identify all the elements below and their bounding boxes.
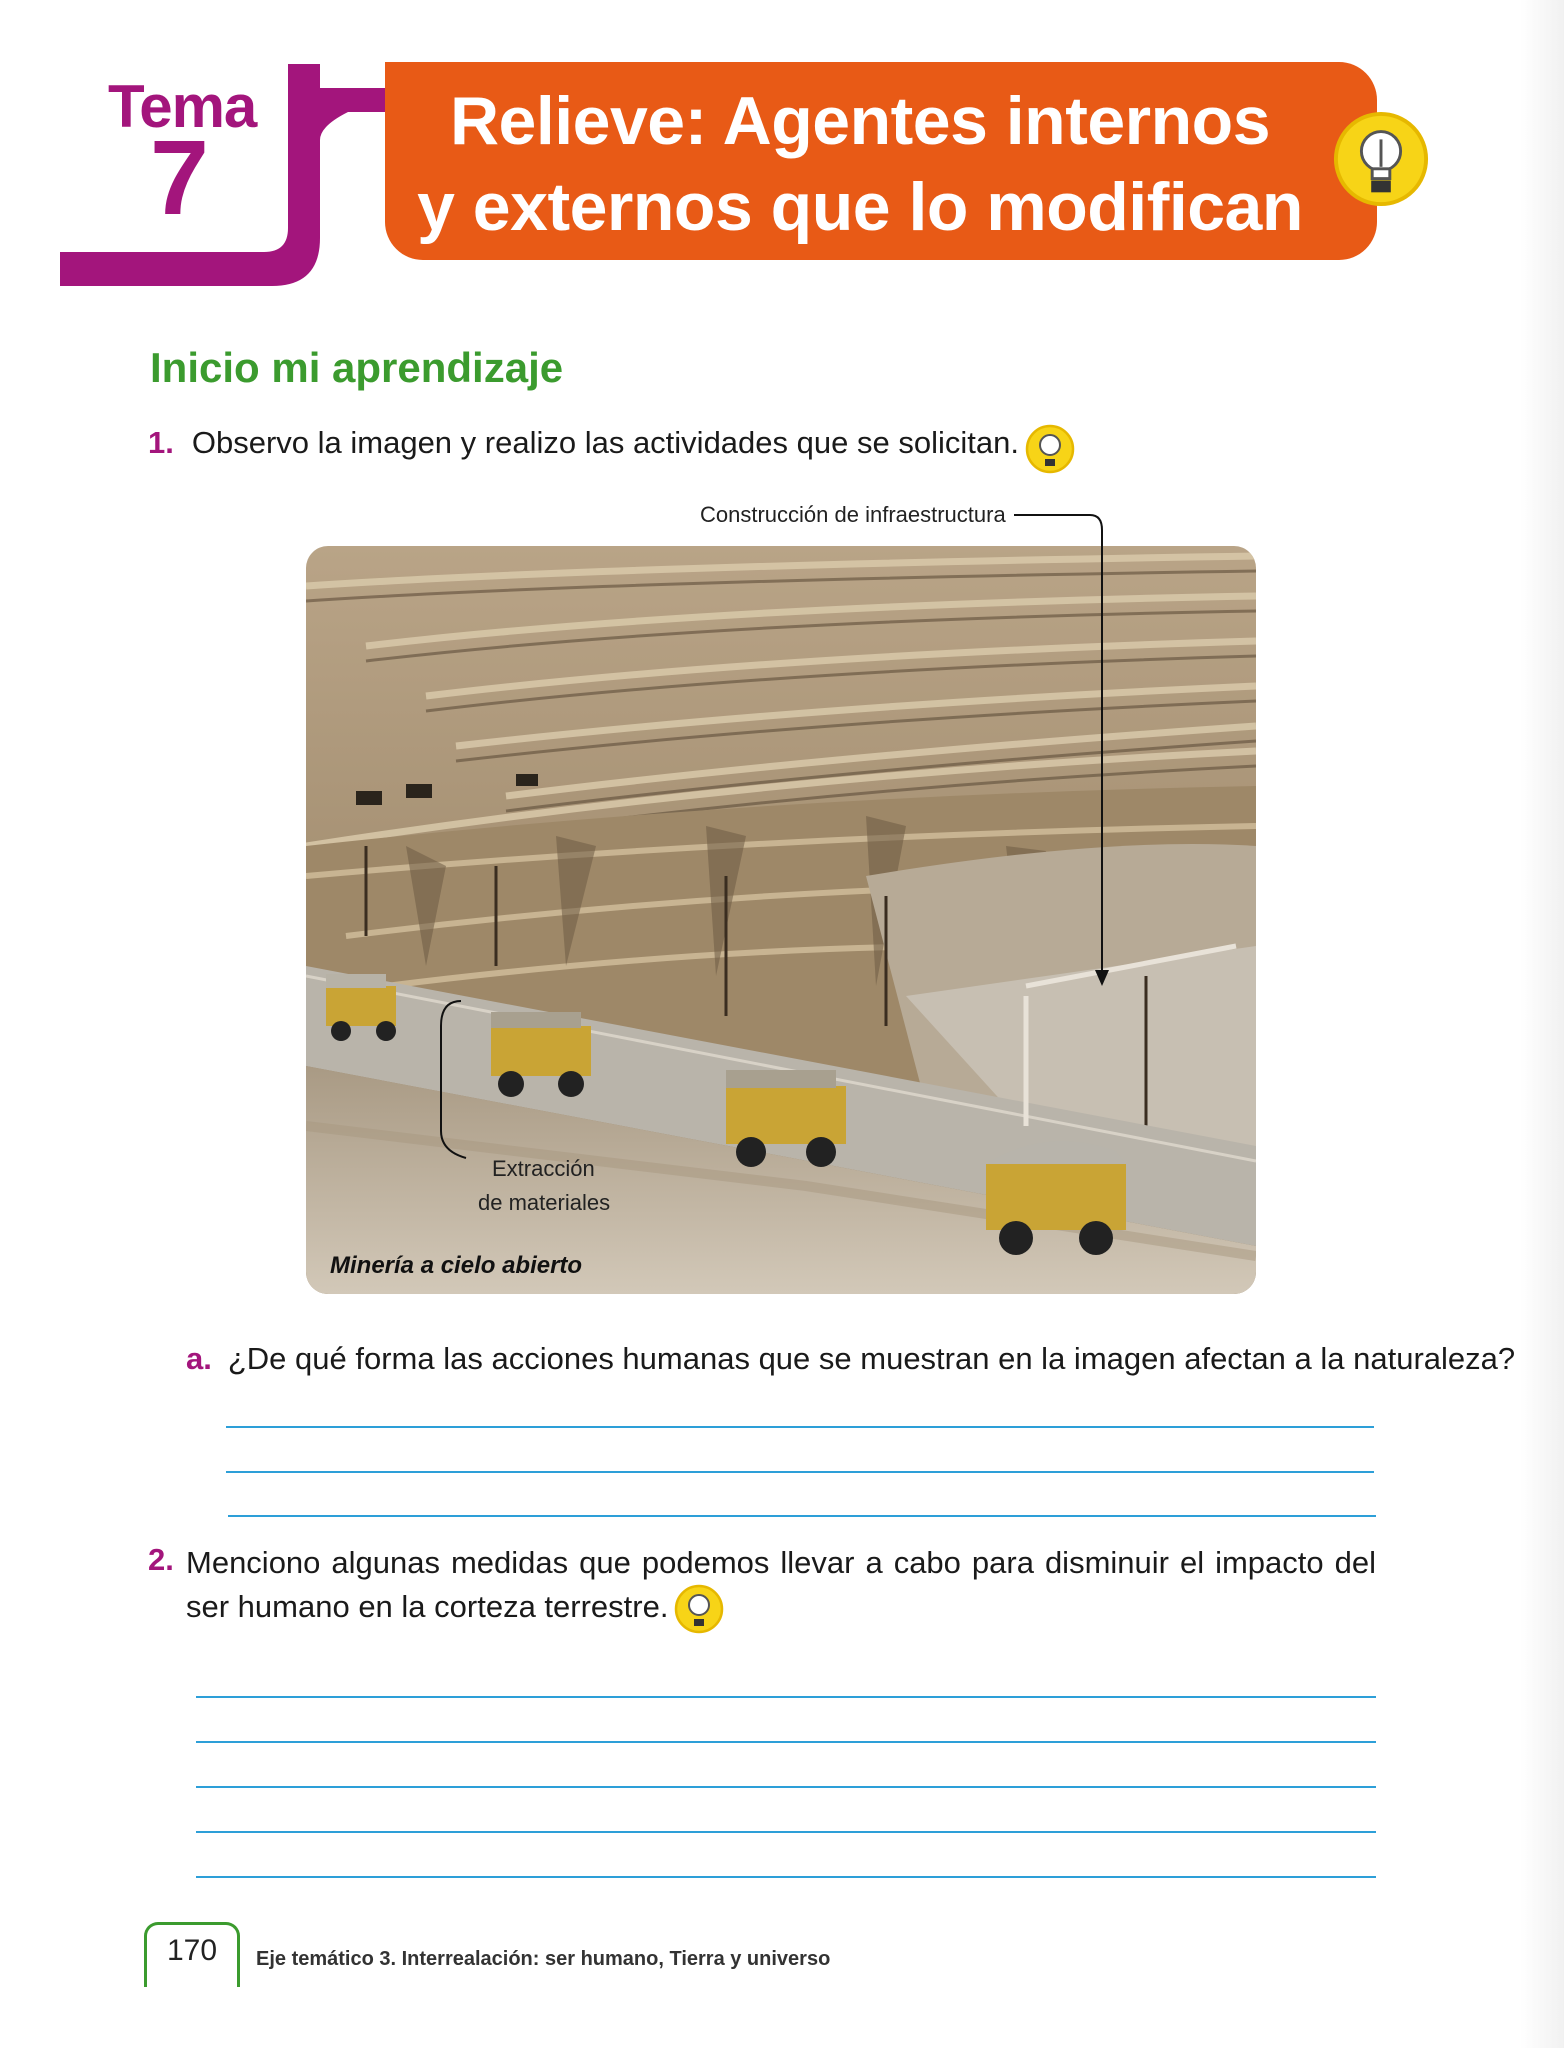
tema-number: 7 xyxy=(150,119,209,237)
label-extraction-line2: de materiales xyxy=(478,1190,611,1215)
question-1 xyxy=(148,422,1075,474)
question-1a xyxy=(186,1338,1515,1380)
question-1a-letter: a. xyxy=(186,1341,212,1376)
lightbulb-icon xyxy=(1332,110,1430,208)
question-1-number: 1. xyxy=(148,425,174,460)
answer-line[interactable] xyxy=(228,1515,1376,1517)
question-2 xyxy=(148,1542,1376,1634)
question-2-number: 2. xyxy=(148,1542,174,1577)
page-title-line1: Relieve: Agentes internos xyxy=(449,83,1271,159)
label-extraction-line1: Extracción xyxy=(492,1156,595,1181)
page-title-line2: y externos que lo modifican xyxy=(417,169,1303,245)
answer-line[interactable] xyxy=(196,1696,1376,1698)
answer-line[interactable] xyxy=(226,1471,1374,1473)
answer-line[interactable] xyxy=(196,1876,1376,1878)
question-1-text: Observo la imagen y realizo las actividades que se solicitan. xyxy=(191,425,1019,460)
page-edge xyxy=(1520,0,1564,2048)
question-2-text: Menciono algunas medidas que podemos llevar a cabo para disminuir el impacto del ser humano en la corteza terrestre. xyxy=(186,1545,1376,1625)
infrastructure-callout xyxy=(1010,500,1130,990)
answer-line[interactable] xyxy=(226,1426,1374,1428)
lightbulb-icon xyxy=(674,1584,724,1634)
lightbulb-icon xyxy=(1025,424,1075,474)
page-number: 170 xyxy=(166,1934,218,1967)
answer-line[interactable] xyxy=(196,1831,1376,1833)
question-1a-text: ¿De qué forma las acciones humanas que se muestran en la imagen afectan a la naturaleza? xyxy=(227,1341,1516,1376)
footer-text: Eje temático 3. Interrealación: ser humano, Tierra y universo xyxy=(256,1948,831,1970)
image-caption: Minería a cielo abierto xyxy=(330,1252,583,1279)
tema-label: Tema xyxy=(108,73,257,140)
page-title xyxy=(410,78,1310,250)
section-title: Inicio mi aprendizaje xyxy=(150,344,564,391)
answer-line[interactable] xyxy=(196,1741,1376,1743)
answer-line[interactable] xyxy=(196,1786,1376,1788)
label-infrastructure: Construcción de infraestructura xyxy=(700,502,1006,527)
